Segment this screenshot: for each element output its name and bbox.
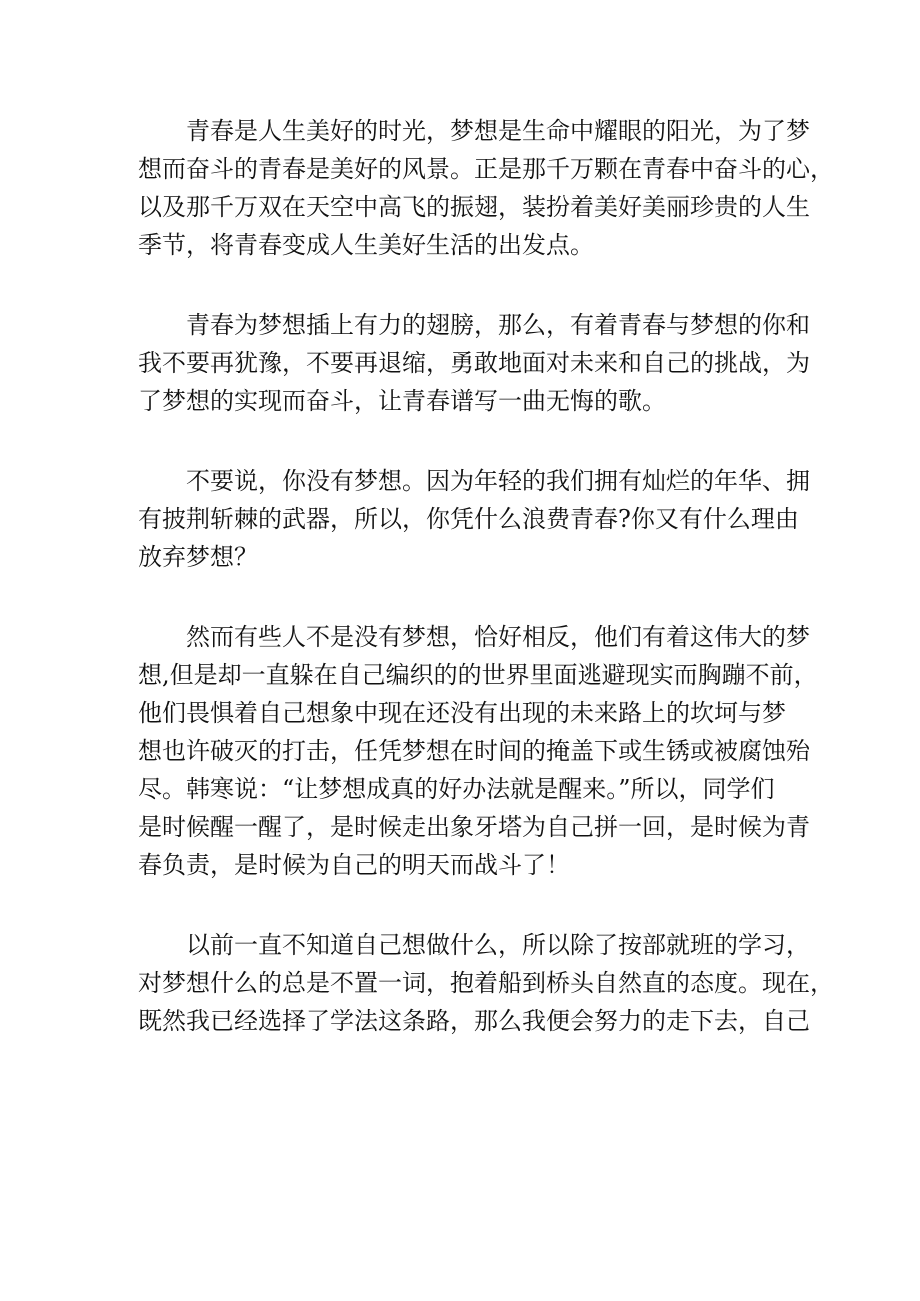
text-line: 了梦想的实现而奋斗，让青春谱写一曲无悔的歌。 xyxy=(138,387,666,415)
text-line: 不要说，你没有梦想。因为年轻的我们拥有灿烂的年华、拥 xyxy=(186,467,810,495)
text-line: 既然我已经选择了学法这条路，那么我便会努力的走下去，自己 xyxy=(138,1007,810,1035)
paragraph-3 xyxy=(138,462,810,576)
text-line: 对梦想什么的总是不置一词，抱着船到桥头自然直的态度。现在， xyxy=(138,969,834,997)
text-line: 以及那千万双在天空中高飞的振翅，装扮着美好美丽珍贵的人生 xyxy=(138,193,810,221)
text-line: 想而奋斗的青春是美好的风景。正是那千万颗在青春中奋斗的心， xyxy=(138,155,834,183)
text-line: 有披荆斩棘的武器，所以，你凭什么浪费青春?你又有什么理由 xyxy=(138,505,799,533)
paragraph-4 xyxy=(138,618,818,884)
text-line: 想,但是却一直躲在自己编织的的世界里面逃避现实而胸蹦不前， xyxy=(138,661,818,689)
text-line: 是时候醒一醒了，是时候走出象牙塔为自己拼一回，是时候为青 xyxy=(138,813,810,841)
text-line: 以前一直不知道自己想做什么，所以除了按部就班的学习， xyxy=(186,931,810,959)
text-line: 想也许破灭的打击，任凭梦想在时间的掩盖下或生锈或被腐蚀殆 xyxy=(138,737,810,765)
document-body xyxy=(138,112,834,1082)
text-line: 放弃梦想？ xyxy=(138,543,258,571)
paragraph-2 xyxy=(138,306,810,420)
text-line: 他们畏惧着自己想象中现在还没有出现的未来路上的坎坷与梦 xyxy=(138,699,786,727)
text-line: 季节，将青春变成人生美好生活的出发点。 xyxy=(138,231,594,259)
text-line: 然而有些人不是没有梦想，恰好相反，他们有着这伟大的梦 xyxy=(186,623,810,651)
text-line: 春负责，是时候为自己的明天而战斗了！ xyxy=(138,851,570,879)
text-line: 尽。韩寒说：“让梦想成真的好办法就是醒来。”所以，同学们 xyxy=(138,775,775,803)
paragraph-5 xyxy=(138,926,834,1040)
text-line: 青春为梦想插上有力的翅膀，那么，有着青春与梦想的你和 xyxy=(186,311,810,339)
text-line: 青春是人生美好的时光，梦想是生命中耀眼的阳光，为了梦 xyxy=(186,117,810,145)
paragraph-1 xyxy=(138,112,834,264)
text-line: 我不要再犹豫，不要再退缩，勇敢地面对未来和自己的挑战，为 xyxy=(138,349,810,377)
